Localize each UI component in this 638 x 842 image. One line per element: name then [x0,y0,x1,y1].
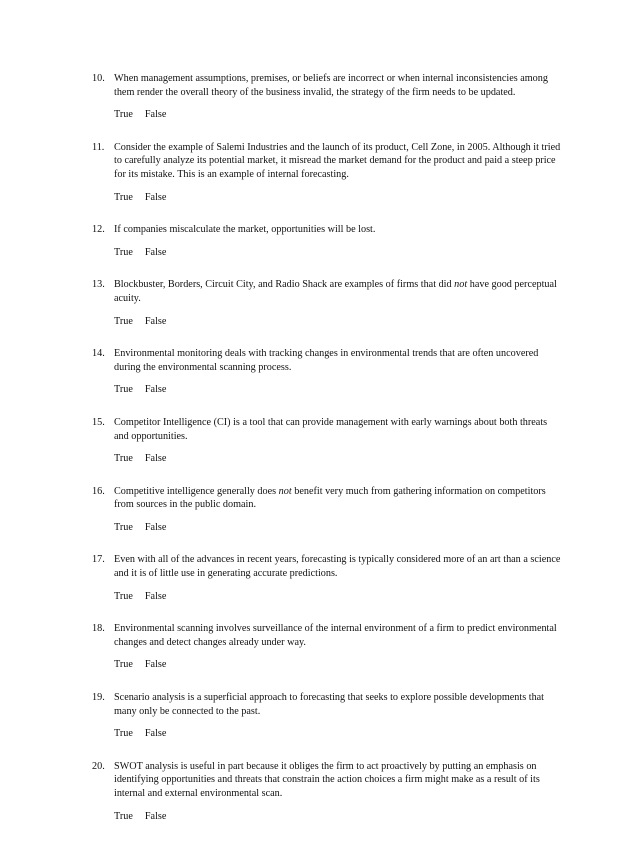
answer-option-false: False [144,521,167,533]
question-number: 13. [92,279,105,291]
answer-option-true: True [114,659,133,671]
question-number: 16. [92,485,105,497]
question-text [114,553,562,580]
question-text-segment: When management assumptions, premises, or beliefs are incorrect or when internal inconsistencies among them render the overall theory of the business invalid, the strategy of the firm needs to be updated. [114,73,548,98]
answer-option-false: False [144,315,167,327]
question-item [92,760,562,823]
answer-options [114,727,562,741]
answer-option-false: False [144,191,167,203]
answer-options [114,658,562,672]
question-number: 11. [92,141,105,153]
question-text [114,485,562,512]
answer-option-true: True [114,810,133,822]
question-text-segment: Competitor Intelligence (CI) is a tool that can provide management with early warnings about both threats and opportunities. [114,416,548,442]
question-list [92,72,562,842]
question-number: 20. [92,760,105,772]
question-number: 12. [92,224,105,236]
question-item [92,416,562,466]
answer-option-true: True [114,191,133,203]
question-text [114,223,562,237]
question-text [114,278,562,305]
answer-options [114,315,562,329]
question-text [114,141,562,182]
answer-option-false: False [144,728,167,740]
answer-option-true: True [114,521,133,533]
answer-option-false: False [144,659,167,671]
answer-option-false: False [144,453,167,465]
question-text-segment: Environmental monitoring deals with tracking changes in environmental trends that are often uncovered during the environmental scanning process. [114,348,539,373]
question-text-segment: SWOT analysis is useful in part because it obliges the firm to act proactively by putting an emphasis on identifying opportunities and threats that constrain the action choices a firm might make as a result of its internal and external environmental scan. [114,760,540,799]
question-item [92,553,562,603]
answer-option-false: False [144,246,167,258]
answer-option-false: False [144,590,167,602]
question-item [92,622,562,672]
answer-option-true: True [114,590,133,602]
question-text-emphasis: not [454,279,468,291]
question-text [114,691,562,718]
answer-options [114,108,562,122]
question-text-segment: Blockbuster, Borders, Circuit City, and Radio Shack are examples of firms that did [114,279,455,291]
answer-option-true: True [114,109,133,121]
question-text-segment: Scenario analysis is a superficial approach to forecasting that seeks to explore possible developments that many only be connected to the past. [114,692,545,717]
question-text [114,72,562,99]
answer-options [114,383,562,397]
question-text-emphasis: not [278,485,292,497]
question-number: 10. [92,73,105,84]
answer-options [114,452,562,466]
answer-option-false: False [144,384,167,396]
question-text-segment: Consider the example of Salemi Industries and the launch of its product, Cell Zone, in 2005. Although it tried to carefully analyze its potential market, it misread the market demand for the product and paid a steep price for its mistake. This is an example of internal forecasting. [114,141,561,180]
answer-option-true: True [114,728,133,740]
answer-options [114,246,562,260]
answer-option-true: True [114,246,133,258]
question-number: 15. [92,416,105,428]
answer-option-true: True [114,453,133,465]
question-item [92,485,562,535]
answer-option-true: True [114,315,133,327]
question-item [92,691,562,741]
question-text-segment: have good perceptual acuity. [114,279,557,304]
question-number: 14. [92,348,105,360]
question-text [114,622,562,649]
question-text-segment: Even with all of the advances in recent years, forecasting is typically considered more of an art than a science and it is of little use in generating accurate predictions. [114,554,561,580]
question-number: 19. [92,692,105,704]
question-text [114,416,562,443]
question-text-segment: benefit very much from gathering information on competitors from sources in the public domain. [114,485,546,511]
question-item [92,347,562,397]
answer-options [114,810,562,824]
answer-option-false: False [144,810,167,822]
question-text [114,347,562,374]
question-text-segment: Competitive intelligence generally does [114,485,279,497]
question-text [114,760,562,801]
question-text-segment: Environmental scanning involves surveillance of the internal environment of a firm to predict environmental changes and detect changes already under way. [114,623,557,648]
question-item [92,278,562,328]
question-number: 17. [92,554,105,566]
question-item [92,72,562,122]
answer-options [114,521,562,535]
question-text-segment: If companies miscalculate the market, opportunities will be lost. [114,224,376,236]
question-item [92,141,562,204]
answer-option-false: False [144,109,167,121]
question-number: 18. [92,623,105,635]
answer-options [114,191,562,205]
question-item [92,223,562,259]
answer-options [114,590,562,604]
answer-option-true: True [114,384,133,396]
